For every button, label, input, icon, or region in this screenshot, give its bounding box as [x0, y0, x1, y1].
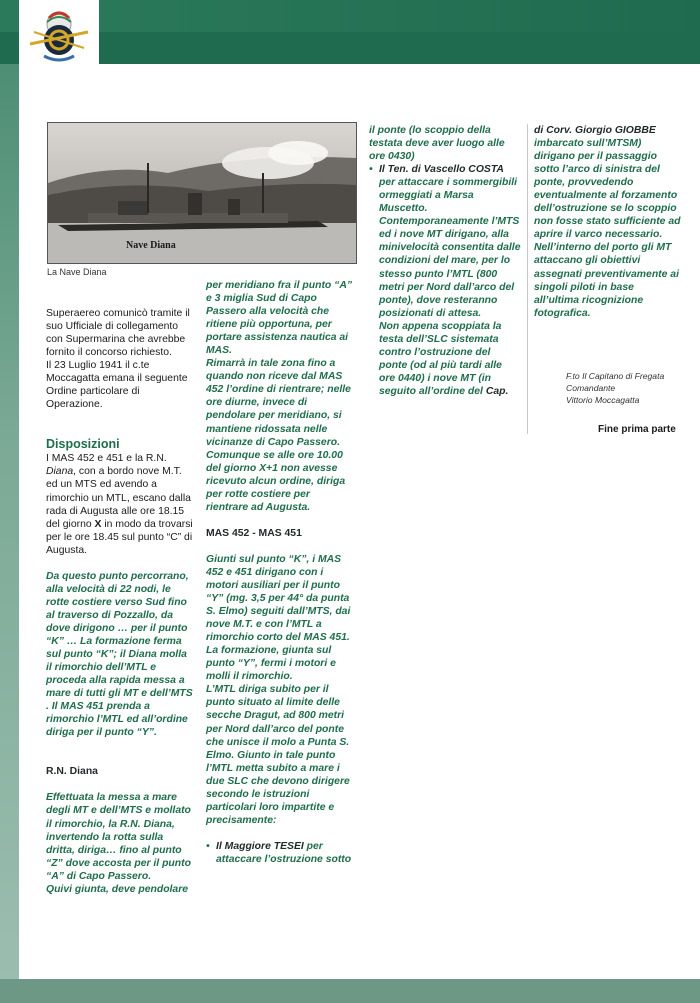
footer-band [0, 979, 700, 1003]
bullet-tesei: • Il Maggiore TESEI per attaccare l’ostruzione sotto [206, 840, 352, 865]
left-margin-band [0, 64, 19, 979]
emblem-logo [22, 4, 96, 66]
plate-label: Nave Diana [126, 240, 176, 251]
column-4 [534, 124, 681, 320]
end-note: Fine prima parte [598, 424, 676, 435]
order-paragraph: Il 23 Luglio 1941 il c.te Moccagatta emana il seguente Ordine particolare di Operazione. [46, 360, 188, 411]
bullet-costa: • Il Ten. di Vascello COSTA per attaccare i sommergibili ormeggiati a Marsa Muscetto. Contemporaneamente l’MTS ed i nove MT dirigano, alla minivelocità consentita dalle condizioni del mare, per lo stesso punto l’MTL (800 metri per Nord dall’arco del ponte), dove resteranno posizionati di attesa. Non appena scoppiata la testa dell’SLC sistemata contro l’ostruzione del ponte (od al più tardi alle ore 0440) i nove MT (in seguito all’ordine del Cap. [369, 164, 521, 397]
patrol-paragraph: per meridiano fra il punto “A” e 3 miglia Sud di Capo Passero alla velocità che ritiene più opportuna, per portare assistenza nautica ai MAS. Rimarrà in tale zona fino a quando non riceve dal MAS 452 l’ordine di rientrare; nelle ore diurne, invece di pendolare per meridiano, si mantiene ridossata nelle vicinanze di Capo Passero. Comunque se alle ore 10.00 del giorno X+1 non avesse ricevuto alcun ordine, diriga per rotte costiere per rientrare ad Augusta. [206, 280, 353, 513]
signature-line-3: Vittorio Moccagatta [566, 395, 640, 405]
diana-paragraph: Effettuata la messa a mare degli MT e dell’MTS e mollato il rimorchio, la R.N. Diana, invertendo la rotta sulla dritta, diriga… fino al punto “Z” dove accosta per il punto “A” di Capo Passero. Quivi giunta, deve pendolare [46, 792, 191, 895]
giobbe-paragraph: di Corv. Giorgio GIOBBE imbarcato sull’MTSM) dirigano per il passaggio sotto l’arco di sinistra del ponte, provvedendo eventualmente al forzamento dell’ostruzione se lo scoppio non fosse stato sufficiente ad aprire il varco necessario. Nell’interno del porto gli MT attaccano gli obiettivi assegnati preventivamente ai singoli piloti in base all’ultima ricognizione fotografica. [534, 125, 681, 319]
bridge-paragraph: il ponte (lo scoppio della testata deve aver luogo alle ore 0430) [369, 125, 505, 163]
section-heading: Disposizioni [46, 437, 120, 452]
subheading-mas: MAS 452 - MAS 451 [206, 527, 302, 539]
signature-line-2: Comandante [566, 383, 616, 393]
header-band [0, 0, 700, 64]
column-1 [46, 307, 194, 896]
column-3 [369, 124, 521, 398]
signature-block [566, 370, 664, 406]
column-2 [206, 279, 354, 866]
subheading-diana: R.N. Diana [46, 766, 98, 778]
photo-caption: La Nave Diana [47, 267, 107, 277]
route-paragraph: Da questo punto percorrano, alla velocità di 22 nodi, le rotte costiere verso Sud fino al traverso di Pozzallo, da dove dirigono … per il punto “K” … La formazione ferma sul punto “K”; il Diana molla il rimorchio dell’MTL e proceda alla rapida messa a mare di tutti gli MT e dell’MTS . Il MAS 451 prenda a rimorchio l’MTL ed all’ordine diriga per il punto “Y”. [46, 570, 193, 739]
column-divider [527, 124, 528, 434]
signature-line-1: F.to Il Capitano di Fregata [566, 371, 665, 381]
intro-paragraph: Superaereo comunicò tramite il suo Ufficiale di collegamento con Supermarina che avrebbe fornito il concorso richiesto. [46, 308, 190, 359]
mas-paragraph: Giunti sul punto “K”, i MAS 452 e 451 dirigano con i motori ausiliari per il punto “Y” (mg. 3,5 per 44° da punta S. Elmo) seguiti dall’MTS, dai nove M.T. e con l’MTL a rimorchio corto del MAS 451. La formazione, giunta sul punto “Y”, fermi i motori e molli il rimorchio. L’MTL diriga subito per il punto situato al limite delle secche Dragut, ad 800 metri per Nord dall’arco del ponte che unisce il molo a Punta S. Elmo. Giunto in tale punto l’MTL metta subito a mare i due SLC che devono dirigere secondo le istruzioni particolari loro impartite e precisamente: [206, 553, 351, 826]
dispositions-paragraph: I MAS 452 e 451 e la R.N. Diana, con a bordo nove M.T. ed un MTS ed avendo a rimorchio un MTL, escano dalla rada di Augusta alle ore 18.15 del giorno X in modo da trovarsi per le ore 18.45 sul punto “C” di Augusta. [46, 453, 193, 556]
ship-photo [47, 122, 357, 264]
